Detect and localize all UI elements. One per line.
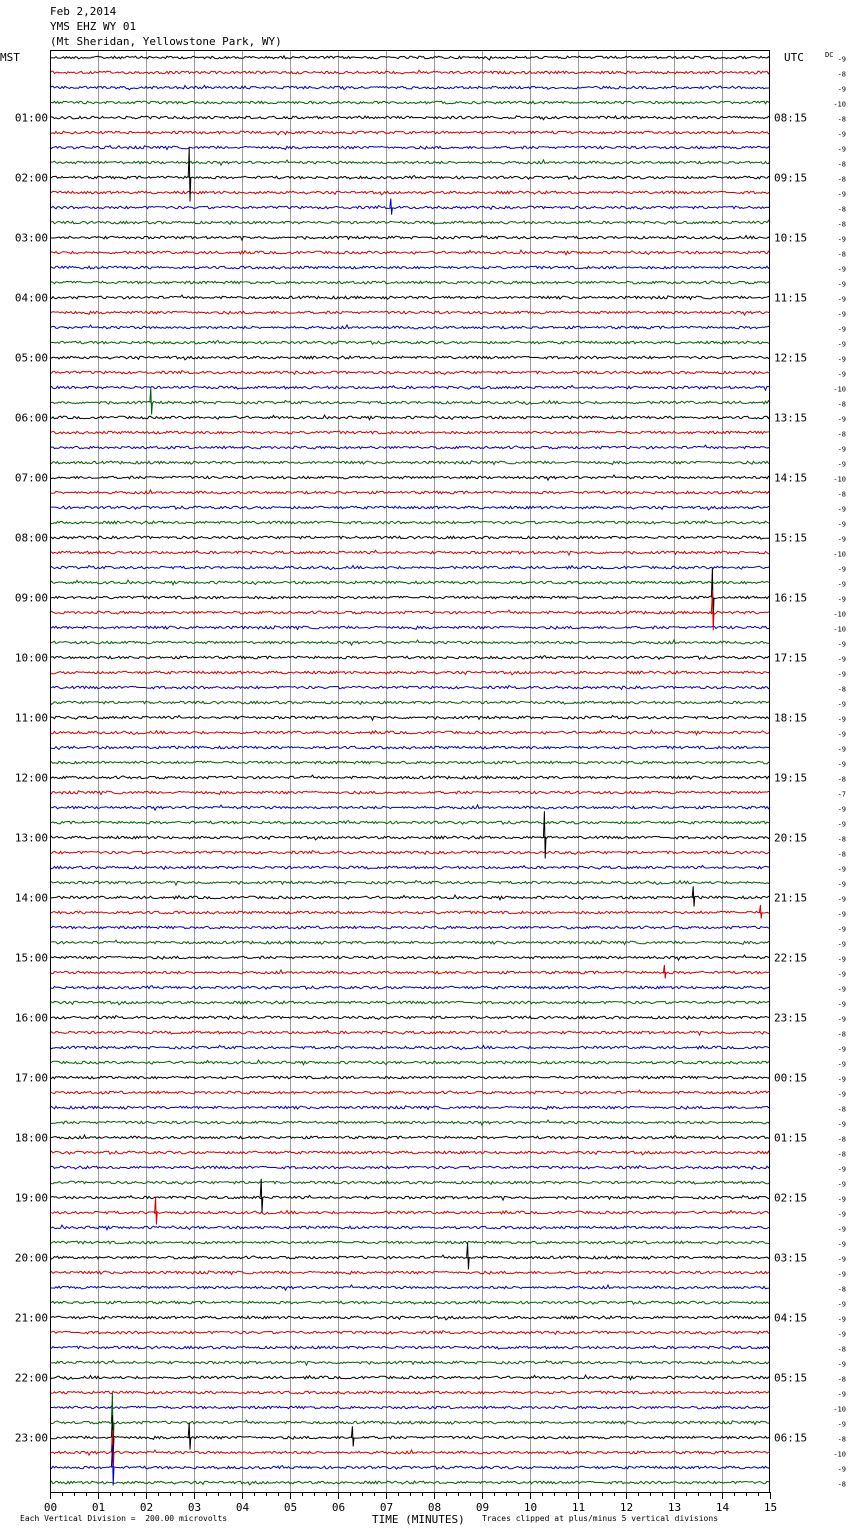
dc-offset-label: -9: [837, 1120, 846, 1129]
seismic-trace: [50, 880, 770, 885]
x-tick-label: 08: [427, 1501, 442, 1514]
dc-offset-labels: [833, 56, 846, 1489]
utc-hour-label: 06:15: [774, 1431, 808, 1445]
dc-offset-label: -9: [837, 970, 846, 979]
dc-offset-label: -9: [837, 535, 846, 544]
seismic-trace: [50, 131, 770, 135]
dc-offset-label: -9: [837, 145, 846, 154]
seismic-trace: [50, 475, 770, 480]
seismic-trace: [50, 1346, 770, 1350]
dc-offset-label: -9: [837, 940, 846, 949]
event-spike: [351, 1426, 354, 1446]
mst-hour-label: 10:00: [14, 651, 48, 665]
dc-offset-label: -9: [837, 565, 846, 574]
mst-hour-label: 15:00: [14, 951, 48, 965]
dc-offset-label: -8: [837, 1150, 846, 1159]
dc-offset-label: -9: [837, 1465, 846, 1474]
dc-offset-label: -9: [837, 1210, 846, 1219]
seismic-trace: [50, 1406, 770, 1409]
dc-offset-label: -9: [837, 1015, 846, 1024]
seismic-trace: [50, 250, 770, 255]
seismic-trace: [50, 1481, 770, 1485]
event-spike: [188, 1423, 191, 1450]
utc-hour-labels: [774, 112, 807, 1445]
event-spike: [150, 388, 153, 415]
seismic-trace: [50, 565, 770, 569]
x-axis-title: TIME (MINUTES): [372, 1513, 465, 1526]
dc-offset-label: -9: [837, 745, 846, 754]
seismic-trace: [50, 686, 770, 690]
dc-offset-label: -9: [837, 1360, 846, 1369]
seismic-trace: [50, 791, 770, 795]
seismic-trace: [50, 445, 770, 449]
dc-offset-label: -8: [837, 1435, 846, 1444]
seismic-trace: [50, 1001, 770, 1005]
dc-offset-label: -8: [837, 1105, 846, 1114]
seismic-trace: [50, 940, 770, 944]
seismic-trace: [50, 1181, 770, 1184]
seismic-trace: [50, 56, 770, 60]
mst-hour-label: 05:00: [14, 351, 48, 365]
dc-offset-label: -9: [837, 1045, 846, 1054]
dc-offset-label: -9: [837, 265, 846, 274]
dc-offset-label: -8: [837, 685, 846, 694]
event-spike: [543, 811, 546, 858]
dc-label: DC: [825, 51, 834, 59]
utc-hour-label: 13:15: [774, 411, 808, 425]
seismic-trace: [50, 986, 770, 990]
seismic-trace: [50, 206, 770, 210]
seismic-trace: [50, 400, 770, 404]
utc-hour-label: 11:15: [774, 291, 808, 305]
seismic-trace: [50, 1151, 770, 1155]
utc-hour-label: 17:15: [774, 651, 808, 665]
seismic-trace: [50, 1301, 770, 1305]
dc-offset-label: -8: [837, 1375, 846, 1384]
seismic-trace: [50, 220, 770, 224]
dc-offset-label: -8: [837, 220, 846, 229]
utc-hour-label: 09:15: [774, 171, 808, 185]
seismic-trace: [50, 521, 770, 524]
seismic-trace: [50, 70, 770, 74]
x-tick-label: 12: [619, 1501, 634, 1514]
seismic-trace: [50, 266, 770, 269]
dc-offset-label: -9: [837, 1315, 846, 1324]
seismic-trace: [50, 506, 770, 510]
dc-offset-label: -9: [837, 1390, 846, 1399]
event-spike: [390, 199, 393, 215]
mst-hour-label: 19:00: [14, 1191, 48, 1205]
dc-offset-label: -8: [837, 490, 846, 499]
seismic-trace: [50, 1225, 770, 1230]
utc-hour-label: 05:15: [774, 1371, 808, 1385]
mst-hour-label: 07:00: [14, 471, 48, 485]
seismic-trace: [50, 821, 770, 825]
dc-offset-label: -9: [837, 655, 846, 664]
seismic-trace: [50, 1135, 770, 1139]
dc-offset-label: -9: [837, 925, 846, 934]
seismic-trace: [50, 431, 770, 434]
utc-hour-label: 10:15: [774, 231, 808, 245]
seismic-trace: [50, 730, 770, 735]
seismic-trace: [50, 656, 770, 660]
dc-offset-label: -8: [837, 1285, 846, 1294]
utc-hour-label: 01:15: [774, 1131, 808, 1145]
seismic-trace: [50, 640, 770, 645]
seismic-trace: [50, 1241, 770, 1244]
seismic-trace: [50, 550, 770, 555]
seismic-trace: [50, 1316, 770, 1320]
dc-offset-label: -10: [833, 475, 846, 484]
seismic-trace: [50, 851, 770, 855]
dc-offset-label: -10: [833, 610, 846, 619]
seismic-trace: [50, 1016, 770, 1020]
dc-offset-label: -8: [837, 1480, 846, 1489]
dc-offset-label: -9: [837, 895, 846, 904]
dc-offset-label: -9: [837, 1180, 846, 1189]
dc-offset-label: -9: [837, 190, 846, 199]
dc-offset-label: -9: [837, 1165, 846, 1174]
seismic-trace: [50, 805, 770, 810]
dc-offset-label: -8: [837, 775, 846, 784]
station-location: (Mt Sheridan, Yellowstone Park, WY): [50, 35, 282, 48]
seismic-trace: [50, 836, 770, 840]
mst-hour-label: 23:00: [14, 1431, 48, 1445]
dc-offset-label: -9: [837, 1075, 846, 1084]
seismic-trace: [50, 1045, 770, 1049]
dc-offset-label: -9: [837, 670, 846, 679]
dc-offset-label: -9: [837, 415, 846, 424]
seismic-trace: [50, 371, 770, 375]
seismic-trace: [50, 926, 770, 929]
seismic-traces: [50, 56, 770, 1486]
clip-note: Traces clipped at plus/minus 5 vertical divisions: [482, 1514, 719, 1523]
dc-offset-label: -9: [837, 355, 846, 364]
dc-offset-label: -10: [833, 550, 846, 559]
mst-hour-label: 20:00: [14, 1251, 48, 1265]
dc-offset-label: -8: [837, 175, 846, 184]
dc-offset-label: -9: [837, 505, 846, 514]
seismic-trace: [50, 1436, 770, 1439]
seismic-trace: [50, 1195, 770, 1200]
dc-offset-label: -9: [837, 280, 846, 289]
utc-hour-label: 19:15: [774, 771, 808, 785]
seismic-trace: [50, 596, 770, 599]
seismic-trace: [50, 116, 770, 120]
utc-hour-label: 02:15: [774, 1191, 808, 1205]
station-code: YMS EHZ WY 01: [50, 20, 137, 33]
utc-hour-label: 23:15: [774, 1011, 808, 1025]
dc-offset-label: -8: [837, 160, 846, 169]
seismic-trace: [50, 1271, 770, 1275]
dc-offset-label: -8: [837, 250, 846, 259]
dc-offset-label: -9: [837, 520, 846, 529]
seismic-trace: [50, 1030, 770, 1035]
mst-hour-label: 18:00: [14, 1131, 48, 1145]
dc-offset-label: -8: [837, 205, 846, 214]
seismic-trace: [50, 341, 770, 345]
dc-offset-label: -8: [837, 1135, 846, 1144]
dc-offset-label: -9: [837, 985, 846, 994]
dc-offset-label: -8: [837, 70, 846, 79]
mst-hour-label: 11:00: [14, 711, 48, 725]
seismic-trace: [50, 461, 770, 465]
seismic-trace: [50, 701, 770, 705]
dc-offset-label: -9: [837, 1420, 846, 1429]
seismic-trace: [50, 865, 770, 869]
dc-offset-label: -9: [837, 1225, 846, 1234]
x-tick-label: 13: [667, 1501, 682, 1514]
mst-hour-label: 16:00: [14, 1011, 48, 1025]
utc-hour-label: 14:15: [774, 471, 808, 485]
seismic-trace: [50, 1120, 770, 1125]
dc-offset-label: -7: [837, 790, 846, 799]
seismic-trace: [50, 1391, 770, 1394]
event-spike: [467, 1243, 470, 1270]
event-spike: [759, 905, 762, 919]
seismic-trace: [50, 176, 770, 180]
seismic-trace: [50, 160, 770, 165]
dc-offset-label: -8: [837, 1030, 846, 1039]
seismic-trace: [50, 970, 770, 974]
dc-offset-label: -9: [837, 460, 846, 469]
dc-offset-label: -9: [837, 580, 846, 589]
utc-hour-label: 00:15: [774, 1071, 808, 1085]
dc-offset-label: -10: [833, 1405, 846, 1414]
mst-hour-label: 21:00: [14, 1311, 48, 1325]
dc-offset-label: -9: [837, 1270, 846, 1279]
x-tick-label: 00: [43, 1501, 58, 1514]
mst-hour-label: 17:00: [14, 1071, 48, 1085]
utc-hour-label: 21:15: [774, 891, 808, 905]
x-tick-label: 07: [379, 1501, 394, 1514]
dc-offset-label: -9: [837, 715, 846, 724]
dc-offset-label: -9: [837, 130, 846, 139]
dc-offset-label: -9: [837, 1000, 846, 1009]
dc-offset-label: -9: [837, 730, 846, 739]
x-tick-label: 09: [475, 1501, 490, 1514]
seismic-trace: [50, 1285, 770, 1290]
dc-offset-label: -9: [837, 1300, 846, 1309]
seismic-trace: [50, 281, 770, 284]
utc-hour-label: 18:15: [774, 711, 808, 725]
seismic-trace: [50, 1090, 770, 1094]
dc-offset-label: -9: [837, 340, 846, 349]
dc-offset-label: -9: [837, 295, 846, 304]
seismic-trace: [50, 610, 770, 614]
dc-offset-label: -8: [837, 430, 846, 439]
seismic-trace: [50, 536, 770, 539]
utc-hour-label: 22:15: [774, 951, 808, 965]
dc-offset-label: -9: [837, 760, 846, 769]
seismic-trace: [50, 955, 770, 960]
dc-offset-label: -9: [837, 865, 846, 874]
seismic-trace: [50, 911, 770, 914]
utc-label: UTC: [784, 51, 804, 64]
seismic-trace: [50, 761, 770, 764]
utc-hour-label: 12:15: [774, 351, 808, 365]
dc-offset-label: -9: [837, 910, 846, 919]
utc-hour-label: 03:15: [774, 1251, 808, 1265]
seismic-trace: [50, 85, 770, 89]
plot-date: Feb 2,2014: [50, 5, 117, 18]
seismic-trace: [50, 1166, 770, 1170]
seismic-trace: [50, 356, 770, 360]
x-tick-label: 15: [763, 1501, 778, 1514]
mst-hour-label: 12:00: [14, 771, 48, 785]
seismic-trace: [50, 415, 770, 420]
seismic-trace: [50, 1375, 770, 1380]
mst-hour-label: 03:00: [14, 231, 48, 245]
dc-offset-label: -10: [833, 1450, 846, 1459]
x-tick-label: 11: [571, 1501, 586, 1514]
x-tick-label: 01: [91, 1501, 106, 1514]
mst-hour-labels: [15, 112, 48, 1445]
dc-offset-label: -9: [837, 820, 846, 829]
x-tick-label: 04: [235, 1501, 250, 1514]
utc-hour-label: 15:15: [774, 531, 808, 545]
seismic-trace: [50, 325, 770, 329]
event-spike: [663, 965, 666, 979]
seismic-trace: [50, 1466, 770, 1470]
dc-offset-label: -9: [837, 700, 846, 709]
dc-offset-label: -8: [837, 1345, 846, 1354]
seismic-trace: [50, 385, 770, 390]
dc-offset-label: -9: [837, 1060, 846, 1069]
dc-offset-label: -8: [837, 115, 846, 124]
utc-hour-label: 16:15: [774, 591, 808, 605]
mst-hour-label: 02:00: [14, 171, 48, 185]
utc-hour-label: 08:15: [774, 111, 808, 125]
seismic-trace: [50, 1450, 770, 1455]
mst-hour-label: 13:00: [14, 831, 48, 845]
dc-offset-label: -10: [833, 100, 846, 109]
mst-hour-label: 08:00: [14, 531, 48, 545]
mst-hour-label: 22:00: [14, 1371, 48, 1385]
mst-hour-label: 06:00: [14, 411, 48, 425]
seismic-trace: [50, 235, 770, 240]
seismic-trace: [50, 146, 770, 150]
seismic-trace: [50, 1210, 770, 1214]
time-axis: [44, 1492, 777, 1514]
seismic-trace: [50, 1331, 770, 1335]
dc-offset-label: -9: [837, 55, 846, 64]
mst-hour-label: 14:00: [14, 891, 48, 905]
dc-offset-label: -9: [837, 1240, 846, 1249]
seismic-trace: [50, 626, 770, 630]
seismic-trace: [50, 1255, 770, 1259]
dc-offset-label: -9: [837, 1195, 846, 1204]
event-spike: [188, 148, 191, 202]
mst-hour-label: 09:00: [14, 591, 48, 605]
dc-offset-label: -9: [837, 445, 846, 454]
seismic-trace: [50, 580, 770, 585]
mst-hour-label: 04:00: [14, 291, 48, 305]
dc-offset-label: -9: [837, 805, 846, 814]
dc-offset-label: -8: [837, 400, 846, 409]
seismic-trace: [50, 1060, 770, 1065]
dc-offset-label: -9: [837, 1255, 846, 1264]
dc-offset-label: -9: [837, 1330, 846, 1339]
x-tick-label: 06: [331, 1501, 346, 1514]
dc-offset-label: -9: [837, 955, 846, 964]
seismic-trace: [50, 490, 770, 494]
x-tick-label: 03: [187, 1501, 202, 1514]
x-tick-label: 14: [715, 1501, 730, 1514]
event-spike: [260, 1179, 263, 1213]
seismic-trace: [50, 191, 770, 195]
seismic-trace: [50, 101, 770, 104]
seismic-trace: [50, 1360, 770, 1365]
dc-offset-label: -10: [833, 625, 846, 634]
dc-offset-label: -8: [837, 835, 846, 844]
seismic-trace: [50, 895, 770, 900]
dc-offset-label: -9: [837, 310, 846, 319]
seismic-trace: [50, 1420, 770, 1424]
dc-offset-label: -9: [837, 595, 846, 604]
seismic-trace: [50, 746, 770, 749]
dc-offset-label: -9: [837, 235, 846, 244]
mst-hour-label: 01:00: [14, 111, 48, 125]
seismic-trace: [50, 715, 770, 720]
dc-offset-label: -9: [837, 325, 846, 334]
seismic-trace: [50, 671, 770, 675]
dc-offset-label: -9: [837, 880, 846, 889]
mst-label: MST: [0, 51, 20, 64]
seismic-trace: [50, 295, 770, 299]
dc-offset-label: -9: [837, 640, 846, 649]
seismic-trace: [50, 1106, 770, 1110]
dc-offset-label: -8: [837, 850, 846, 859]
dc-offset-label: -9: [837, 85, 846, 94]
x-tick-label: 10: [523, 1501, 538, 1514]
utc-hour-label: 20:15: [774, 831, 808, 845]
dc-offset-label: -10: [833, 385, 846, 394]
x-tick-label: 05: [283, 1501, 298, 1514]
utc-hour-label: 04:15: [774, 1311, 808, 1325]
seismic-trace: [50, 1076, 770, 1079]
dc-offset-label: -9: [837, 1090, 846, 1099]
dc-offset-label: -9: [837, 370, 846, 379]
seismic-trace: [50, 311, 770, 315]
vertical-division-note: Each Vertical Division = 200.00 microvolts: [20, 1514, 228, 1523]
seismic-trace: [50, 775, 770, 779]
x-tick-label: 02: [139, 1501, 154, 1514]
